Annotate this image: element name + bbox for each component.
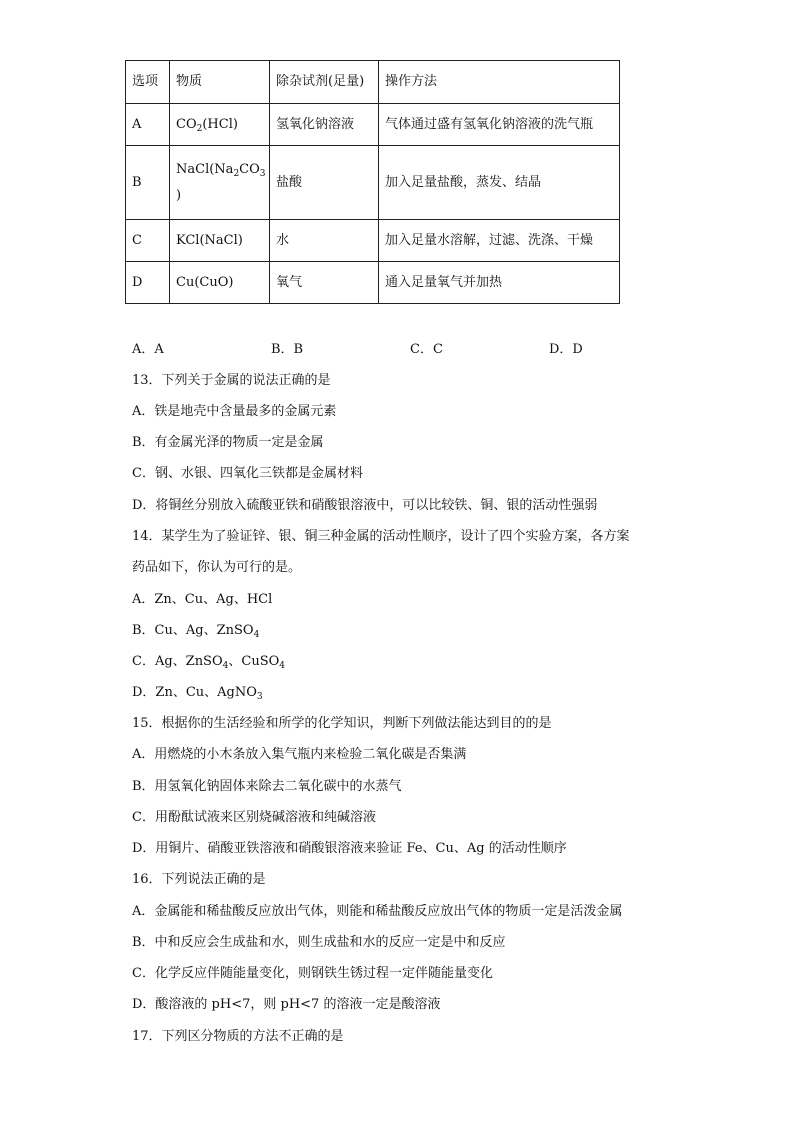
question-14-stem: 14．某学生为了验证锌、银、铜三种金属的活动性顺序，设计了四个实验方案，各方案	[132, 529, 630, 544]
row-reagent: 氢氧化钠溶液	[270, 104, 379, 146]
table-row	[126, 104, 620, 146]
row-option: C	[126, 220, 170, 262]
question-15-stem: 15．根据你的生活经验和所学的化学知识，判断下列做法能达到目的的是	[132, 716, 552, 731]
row-method: 加入足量水溶解，过滤、洗涤、干燥	[379, 220, 620, 262]
row-option: A	[126, 104, 170, 146]
row-substance: Cu(CuO)	[170, 262, 270, 304]
question-13-option-b[interactable]: B．有金属光泽的物质一定是金属	[132, 435, 324, 450]
question-15-option-c[interactable]: C．用酚酞试液来区别烧碱溶液和纯碱溶液	[132, 810, 376, 825]
question-17-stem: 17．下列区分物质的方法不正确的是	[132, 1029, 344, 1044]
question-15-option-d[interactable]: D．用铜片、硝酸亚铁溶液和硝酸银溶液来验证 Fe、Cu、Ag 的活动性顺序	[132, 841, 567, 856]
answer-option-c[interactable]: C．C	[410, 342, 443, 357]
row-substance: $CO_2(HCl)$	[170, 104, 270, 146]
row-reagent: 盐酸	[270, 146, 379, 220]
row-option: D	[126, 262, 170, 304]
table-row	[126, 220, 620, 262]
question-16-option-b[interactable]: B．中和反应会生成盐和水，则生成盐和水的反应一定是中和反应	[132, 935, 506, 950]
row-method: 加入足量盐酸，蒸发、结晶	[379, 146, 620, 220]
question-14-option-c[interactable]: C．Ag、ZnSO$_4$、CuSO$_4$	[132, 654, 285, 671]
question-14-option-b[interactable]: B．Cu、Ag、ZnSO$_4$	[132, 623, 260, 640]
question-13-option-d[interactable]: D．将铜丝分别放入硫酸亚铁和硝酸银溶液中，可以比较铁、铜、银的活动性强弱	[132, 498, 598, 513]
header-option: 选项	[126, 61, 170, 104]
question-16-option-d[interactable]: D．酸溶液的 pH<7，则 pH<7 的溶液一定是酸溶液	[132, 997, 441, 1012]
row-substance: $NaCl(Na_2CO_3$ )	[170, 146, 270, 220]
question-14-option-d[interactable]: D．Zn、Cu、AgNO$_3$	[132, 685, 263, 702]
question-13-option-a[interactable]: A．铁是地壳中含量最多的金属元素	[132, 404, 337, 419]
question-16-stem: 16．下列说法正确的是	[132, 872, 266, 887]
header-reagent: 除杂试剂(足量)	[270, 61, 379, 104]
question-13-option-c[interactable]: C．钢、水银、四氧化三铁都是金属材料	[132, 466, 363, 481]
row-method: 通入足量氧气并加热	[379, 262, 620, 304]
row-option: B	[126, 146, 170, 220]
answer-option-b[interactable]: B．B	[271, 342, 304, 357]
table-row	[126, 262, 620, 304]
answer-option-d[interactable]: D．D	[549, 342, 583, 357]
row-method: 气体通过盛有氢氧化钠溶液的洗气瓶	[379, 104, 620, 146]
question-14-stem-cont: 药品如下，你认为可行的是。	[132, 560, 302, 575]
header-substance: 物质	[170, 61, 270, 104]
row-reagent: 水	[270, 220, 379, 262]
question-14-option-a[interactable]: A．Zn、Cu、Ag、HCl	[132, 592, 273, 607]
question-15-option-b[interactable]: B．用氢氧化钠固体来除去二氧化碳中的水蒸气	[132, 779, 402, 794]
table-header-row	[126, 61, 620, 104]
table-row	[126, 146, 620, 220]
row-reagent: 氧气	[270, 262, 379, 304]
impurity-removal-table	[125, 60, 620, 304]
header-method: 操作方法	[379, 61, 620, 104]
question-13-stem: 13．下列关于金属的说法正确的是	[132, 373, 331, 388]
question-16-option-c[interactable]: C．化学反应伴随能量变化，则钢铁生锈过程一定伴随能量变化	[132, 966, 493, 981]
answer-option-a[interactable]: A．A	[132, 342, 164, 357]
row-substance: KCl(NaCl)	[170, 220, 270, 262]
question-15-option-a[interactable]: A．用燃烧的小木条放入集气瓶内来检验二氧化碳是否集满	[132, 747, 467, 762]
question-16-option-a[interactable]: A．金属能和稀盐酸反应放出气体，则能和稀盐酸反应放出气体的物质一定是活泼金属	[132, 904, 623, 919]
